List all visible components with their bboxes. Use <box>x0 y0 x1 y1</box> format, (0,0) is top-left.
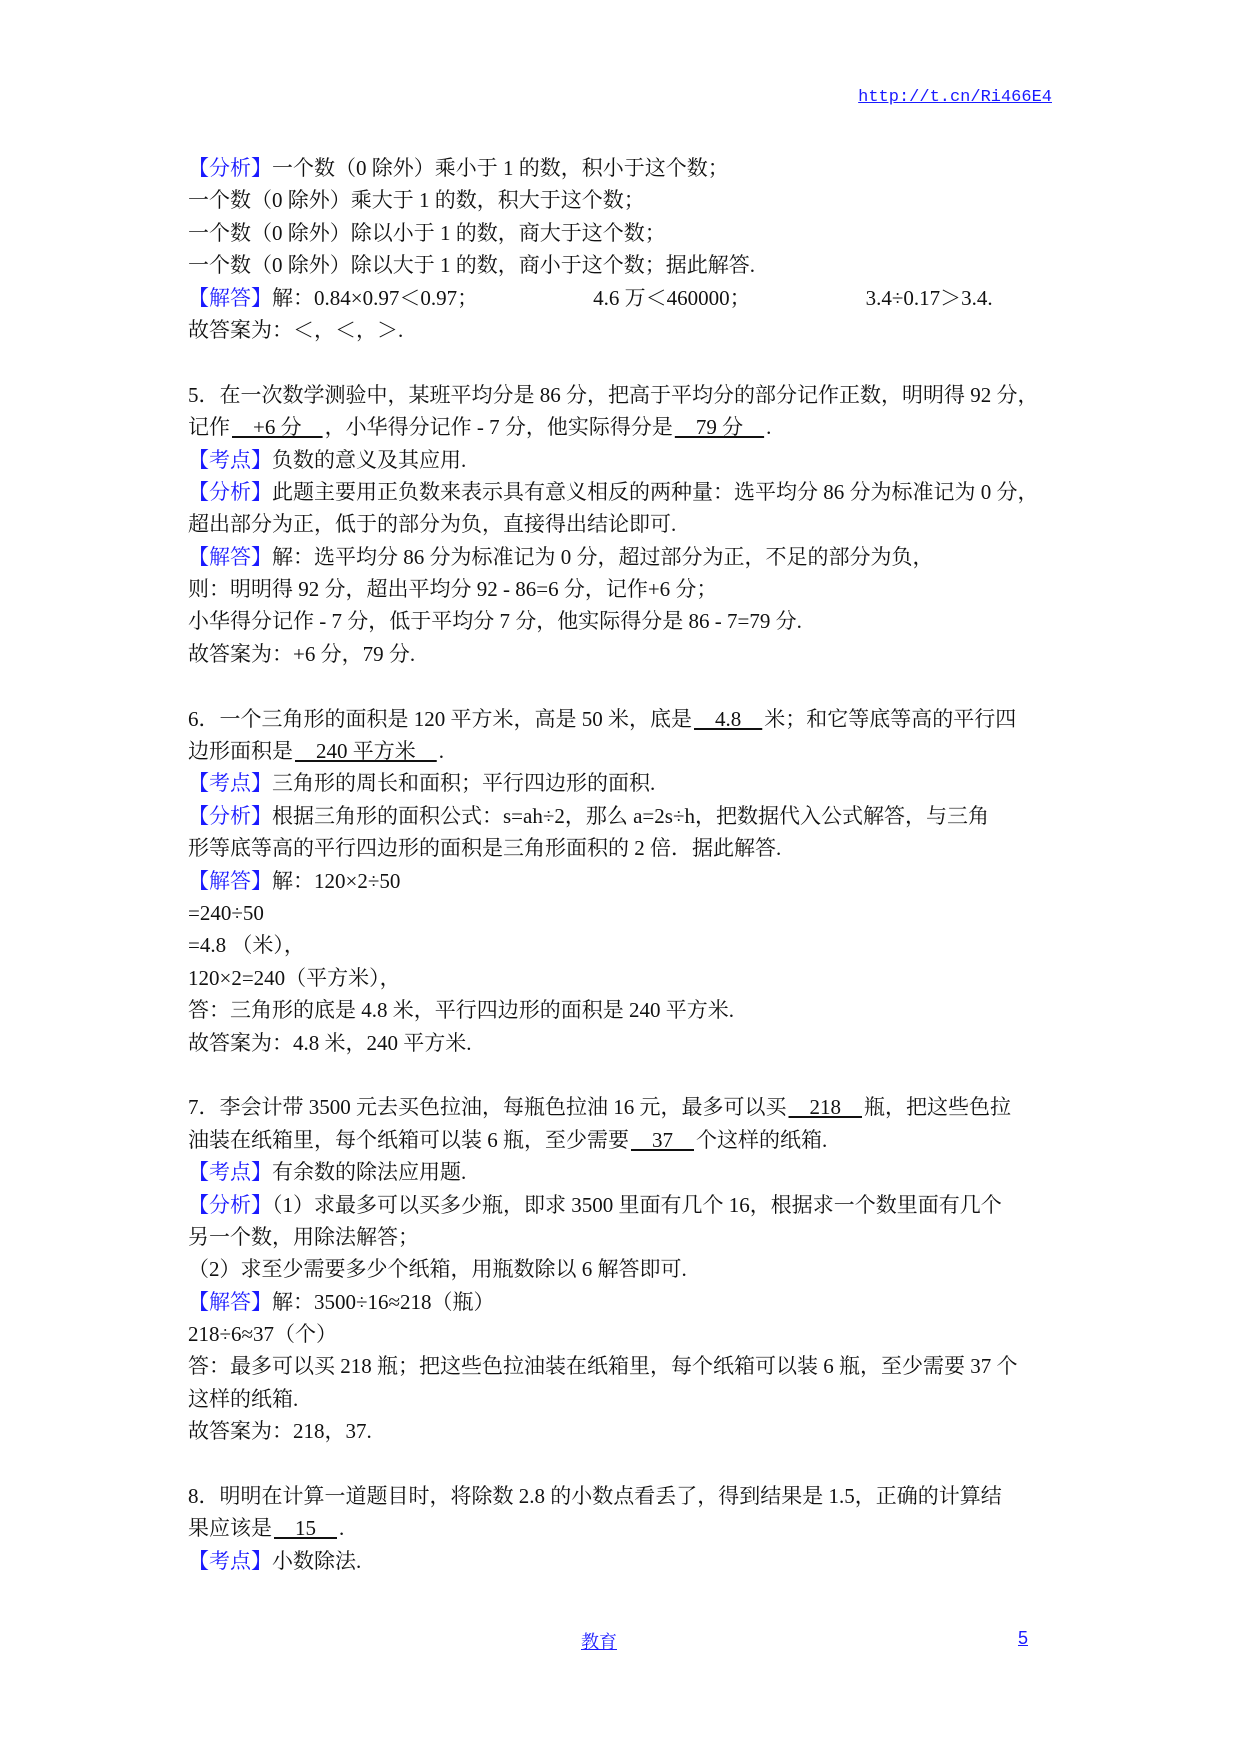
text-segment: 一个数（0 除外）除以大于 1 的数，商小于这个数；据此解答. <box>188 253 755 278</box>
text-line <box>188 1027 1058 1059</box>
text-line <box>188 703 1058 735</box>
text-line <box>188 994 1058 1026</box>
section-tag: 【考点】 <box>188 1548 272 1573</box>
text-segment: . <box>438 739 444 764</box>
text-segment: 8．明明在计算一道题目时，将除数 2.8 的小数点看丢了，得到结果是 1.5，正确的计算结 <box>188 1484 1002 1509</box>
text-line <box>188 282 1058 314</box>
footer-link[interactable]: 教育 <box>581 1632 617 1652</box>
text-line <box>188 800 1058 832</box>
blank-line <box>188 346 1058 378</box>
text-segment: 小华得分记作 - 7 分，低于平均分 7 分，他实际得分是 86 - 7=79 分. <box>188 609 802 634</box>
section-tag: 【解答】 <box>188 544 272 569</box>
text-segment: 记作 <box>188 415 230 440</box>
answer-blank: 218 <box>788 1095 862 1120</box>
section-tag: 【解答】 <box>188 1289 272 1314</box>
text-line <box>188 1189 1058 1221</box>
text-segment: 一个数（0 除外）除以小于 1 的数，商大于这个数； <box>188 220 666 245</box>
answer-blank: 37 <box>631 1127 694 1152</box>
answer-blank: 240 平方米 <box>295 739 437 764</box>
text-segment: 解：120×2÷50 <box>272 868 401 893</box>
text-line <box>188 1221 1058 1253</box>
text-segment: . <box>339 1516 345 1541</box>
text-segment: 负数的意义及其应用. <box>272 447 467 472</box>
text-segment: 答：最多可以买 218 瓶；把这些色拉油装在纸箱里，每个纸箱可以装 6 瓶，至少需要 37 个 <box>188 1354 1018 1379</box>
text-segment: 有余数的除法应用题. <box>272 1160 467 1185</box>
text-segment: . <box>766 415 772 440</box>
blank-line <box>188 670 1058 702</box>
text-segment: 瓶，把这些色拉 <box>864 1095 1011 1120</box>
text-line <box>188 573 1058 605</box>
text-line <box>188 1318 1058 1350</box>
text-line <box>188 1253 1058 1285</box>
text-line <box>188 1383 1058 1415</box>
page-number[interactable]: 5 <box>1018 1628 1029 1648</box>
blank-line <box>188 1059 1058 1091</box>
text-segment: 答：三角形的底是 4.8 米，平行四边形的面积是 240 平方米. <box>188 998 734 1023</box>
section-tag: 【解答】 <box>188 285 272 310</box>
text-segment: 120×2=240（平方米）， <box>188 965 401 990</box>
text-segment: ，小华得分记作 - 7 分，他实际得分是 <box>324 415 673 440</box>
text-line <box>188 152 1058 184</box>
text-segment: 7．李会计带 3500 元去买色拉油，每瓶色拉油 16 元，最多可以买 <box>188 1095 787 1120</box>
text-line <box>188 411 1058 443</box>
text-line <box>188 476 1058 508</box>
text-segment: 一个数（0 除外）乘大于 1 的数，积大于这个数； <box>188 188 645 213</box>
text-segment: 218÷6≈37（个） <box>188 1322 338 1347</box>
text-segment: 另一个数，用除法解答； <box>188 1224 419 1249</box>
document-body <box>188 152 1058 1577</box>
text-segment: 个这样的纸箱. <box>696 1127 828 1152</box>
text-line <box>188 541 1058 573</box>
section-tag: 【解答】 <box>188 868 272 893</box>
text-segment: （2）求至少需要多少个纸箱，用瓶数除以 6 解答即可. <box>188 1257 687 1282</box>
text-line <box>188 1286 1058 1318</box>
text-segment: 解：3500÷16≈218（瓶） <box>272 1289 495 1314</box>
text-line <box>188 897 1058 929</box>
text-line <box>188 1512 1058 1544</box>
blank-line <box>188 1448 1058 1480</box>
text-segment: 4.6 万＜460000； <box>593 285 751 310</box>
text-segment: 故答案为：+6 分，79 分. <box>188 641 416 666</box>
text-line <box>188 314 1058 346</box>
text-line <box>188 767 1058 799</box>
text-segment: 米；和它等底等高的平行四 <box>764 706 1017 731</box>
text-segment: 超出部分为正，低于的部分为负，直接得出结论即可. <box>188 512 677 537</box>
text-segment: 小数除法. <box>272 1548 362 1573</box>
text-segment: 根据三角形的面积公式：s=ah÷2，那么 a=2s÷h，把数据代入公式解答，与三角 <box>272 803 989 828</box>
section-tag: 【考点】 <box>188 447 272 472</box>
text-line <box>188 379 1058 411</box>
text-segment: 三角形的周长和面积；平行四边形的面积. <box>272 771 656 796</box>
text-line <box>188 832 1058 864</box>
text-segment: 故答案为：218，37. <box>188 1419 372 1444</box>
section-tag: 【考点】 <box>188 771 272 796</box>
text-line <box>188 962 1058 994</box>
text-line <box>188 865 1058 897</box>
answer-blank: +6 分 <box>232 415 323 440</box>
section-tag: 【分析】 <box>188 156 272 180</box>
text-segment: 解：选平均分 86 分为标准记为 0 分，超过部分为正，不足的部分为负， <box>272 544 934 569</box>
text-segment: 此题主要用正负数来表示具有意义相反的两种量：选平均分 86 分为标准记为 0 分， <box>272 479 1039 504</box>
text-line <box>188 735 1058 767</box>
text-line <box>188 605 1058 637</box>
text-segment: 6．一个三角形的面积是 120 平方米，高是 50 米，底是 <box>188 706 692 731</box>
header-link[interactable]: http://t.cn/Ri466E4 <box>858 88 1052 107</box>
text-line <box>188 184 1058 216</box>
text-segment: 则：明明得 92 分，超出平均分 92 - 86=6 分，记作+6 分； <box>188 577 718 602</box>
section-tag: 【分析】 <box>188 479 272 504</box>
section-tag: 【考点】 <box>188 1160 272 1185</box>
text-segment: =4.8 （米）， <box>188 933 305 958</box>
text-segment: 故答案为：4.8 米，240 平方米. <box>188 1030 472 1055</box>
section-tag: 【分析】 <box>188 1192 272 1217</box>
text-segment: =240÷50 <box>188 900 264 925</box>
text-segment: 形等底等高的平行四边形的面积是三角形面积的 2 倍．据此解答. <box>188 836 782 861</box>
text-line <box>188 444 1058 476</box>
text-segment: 5．在一次数学测验中，某班平均分是 86 分，把高于平均分的部分记作正数，明明得 92 分， <box>188 382 1039 407</box>
text-line <box>188 508 1058 540</box>
answer-blank: 4.8 <box>694 706 763 731</box>
text-line <box>188 249 1058 281</box>
text-line <box>188 1091 1058 1123</box>
text-segment: 故答案为：＜，＜，＞. <box>188 317 404 342</box>
text-segment: 一个数（0 除外）乘小于 1 的数，积小于这个数； <box>272 156 729 180</box>
text-segment: 油装在纸箱里，每个纸箱可以装 6 瓶，至少需要 <box>188 1127 629 1152</box>
text-line <box>188 217 1058 249</box>
text-line <box>188 1156 1058 1188</box>
text-segment: 解：0.84×0.97＜0.97； <box>272 285 479 310</box>
text-line <box>188 1350 1058 1382</box>
text-segment: 这样的纸箱. <box>188 1386 299 1411</box>
text-segment: 边形面积是 <box>188 739 293 764</box>
section-tag: 【分析】 <box>188 803 272 828</box>
text-segment: 3.4÷0.17＞3.4. <box>865 285 993 310</box>
answer-blank: 15 <box>274 1516 337 1541</box>
text-line <box>188 1545 1058 1577</box>
text-line <box>188 929 1058 961</box>
text-line <box>188 1415 1058 1447</box>
text-line <box>188 1480 1058 1512</box>
text-segment: （1）求最多可以买多少瓶，即求 3500 里面有几个 16，根据求一个数里面有几个 <box>272 1192 1002 1217</box>
text-line <box>188 1124 1058 1156</box>
text-segment: 果应该是 <box>188 1516 272 1541</box>
text-line <box>188 638 1058 670</box>
answer-blank: 79 分 <box>674 415 765 440</box>
